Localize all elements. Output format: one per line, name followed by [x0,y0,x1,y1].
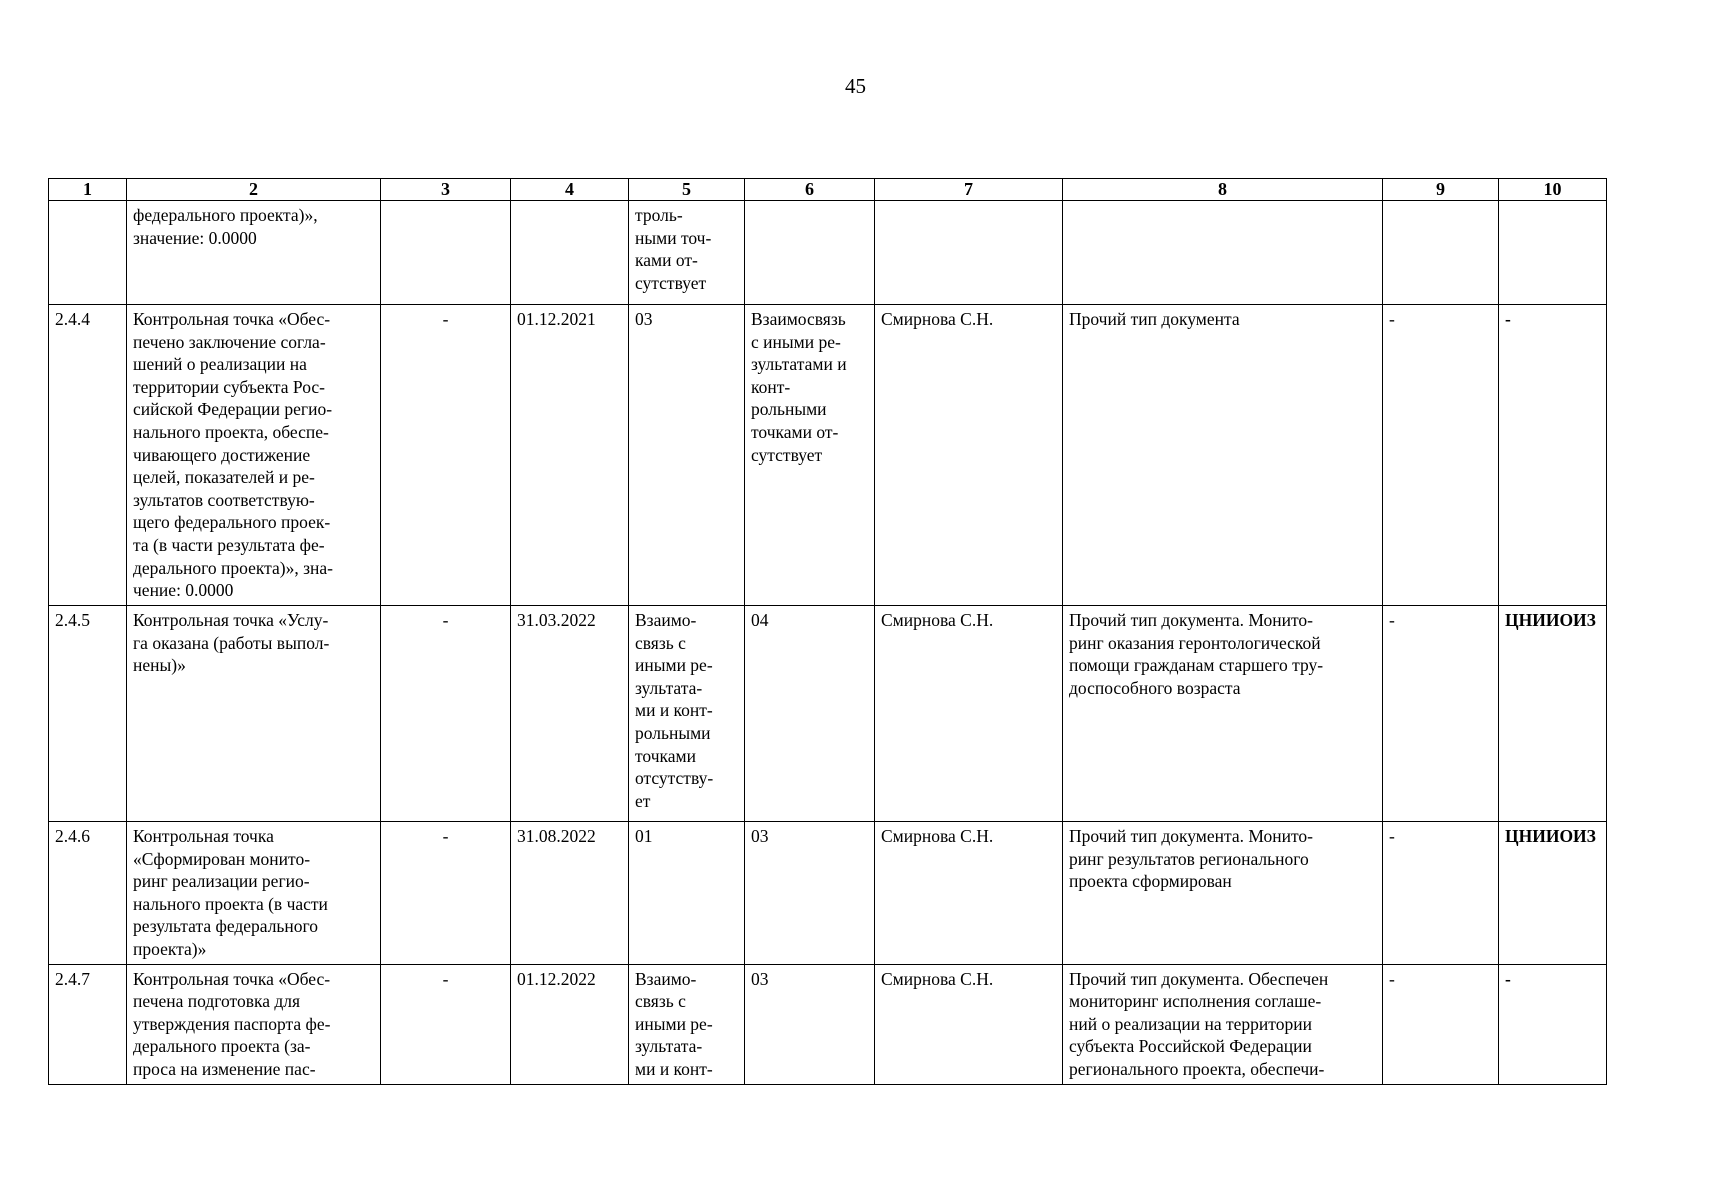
page-number: 45 [845,74,866,98]
column-header: 8 [1063,179,1383,201]
table-cell: 03 [629,305,745,606]
date-cell: 31.03.2022 [511,606,629,822]
document-type-cell [1063,201,1383,305]
table-cell: - [1383,606,1499,822]
column-header: 1 [49,179,127,201]
title-cell: Контрольная точка «Сформирован монито- ринг реализации регио- нального проекта (в части результата федерального проекта)» [127,822,381,965]
column-header: 6 [745,179,875,201]
responsible-cell: Смирнова С.Н. [875,964,1063,1084]
table-cell: - [1383,305,1499,606]
table-row [49,201,1607,305]
column-header: 10 [1499,179,1607,201]
table-header-row [49,179,1607,201]
date-cell [511,201,629,305]
row-number-cell: 2.4.4 [49,305,127,606]
responsible-cell: Смирнова С.Н. [875,606,1063,822]
table-cell: Взаимо- связь с иными ре- зультата- ми и конт- рольными точками отсутству- ет [629,606,745,822]
title-cell: Контрольная точка «Обес- печено заключение согла- шений о реализации на территории субъекта Рос- сийской Федерации регио- нального проекта, обеспе- чивающего достижение целей, показателей и ре- зультатов соответствую- щего федерального проек- та (в части результата фе- дерального проекта)», зна- чение: 0.0000 [127,305,381,606]
table-row [49,822,1607,965]
table-cell: - [381,964,511,1084]
title-cell: Контрольная точка «Обес- печена подготовка для утверждения паспорта фе- дерального проекта (за- проса на изменение пас- [127,964,381,1084]
table-cell: Взаимосвязь с иными ре- зультатами и конт- рольными точками от- сутствует [745,305,875,606]
table-cell [745,201,875,305]
column-header: 9 [1383,179,1499,201]
title-cell: федерального проекта)», значение: 0.0000 [127,201,381,305]
row-number-cell: 2.4.7 [49,964,127,1084]
responsible-cell: Смирнова С.Н. [875,305,1063,606]
column-header: 3 [381,179,511,201]
document-type-cell: Прочий тип документа. Монито- ринг результатов регионального проекта сформирован [1063,822,1383,965]
column-header: 7 [875,179,1063,201]
organization-cell: ЦНИИОИЗ [1499,606,1607,822]
table-row [49,305,1607,606]
date-cell: 01.12.2021 [511,305,629,606]
row-number-cell: 2.4.6 [49,822,127,965]
title-cell: Контрольная точка «Услу- га оказана (работы выпол- нены)» [127,606,381,822]
table-cell: Взаимо- связь с иными ре- зультата- ми и конт- [629,964,745,1084]
table-cell: - [1499,964,1607,1084]
table-cell: троль- ными точ- ками от- сутствует [629,201,745,305]
table-cell [1499,201,1607,305]
document-table [48,178,1607,1085]
document-type-cell: Прочий тип документа. Обеспечен мониторинг исполнения соглаше- ний о реализации на территории субъекта Российской Федерации регионального проекта, обеспечи- [1063,964,1383,1084]
table-cell: - [1383,964,1499,1084]
table-cell: 03 [745,822,875,965]
responsible-cell [875,201,1063,305]
row-number-cell [49,201,127,305]
organization-cell: ЦНИИОИЗ [1499,822,1607,965]
table-cell: 04 [745,606,875,822]
table-cell: - [381,606,511,822]
column-header: 2 [127,179,381,201]
table-cell: 01 [629,822,745,965]
document-type-cell: Прочий тип документа. Монито- ринг оказания геронтологической помощи гражданам старшего тру- доспособного возраста [1063,606,1383,822]
table-cell: - [1383,822,1499,965]
table-cell [381,201,511,305]
document-type-cell: Прочий тип документа [1063,305,1383,606]
row-number-cell: 2.4.5 [49,606,127,822]
table-row [49,964,1607,1084]
table-cell [1383,201,1499,305]
responsible-cell: Смирнова С.Н. [875,822,1063,965]
date-cell: 01.12.2022 [511,964,629,1084]
column-header: 5 [629,179,745,201]
column-header: 4 [511,179,629,201]
table-cell: 03 [745,964,875,1084]
table-row [49,606,1607,822]
table-cell: - [381,305,511,606]
table-cell: - [1499,305,1607,606]
date-cell: 31.08.2022 [511,822,629,965]
table-cell: - [381,822,511,965]
